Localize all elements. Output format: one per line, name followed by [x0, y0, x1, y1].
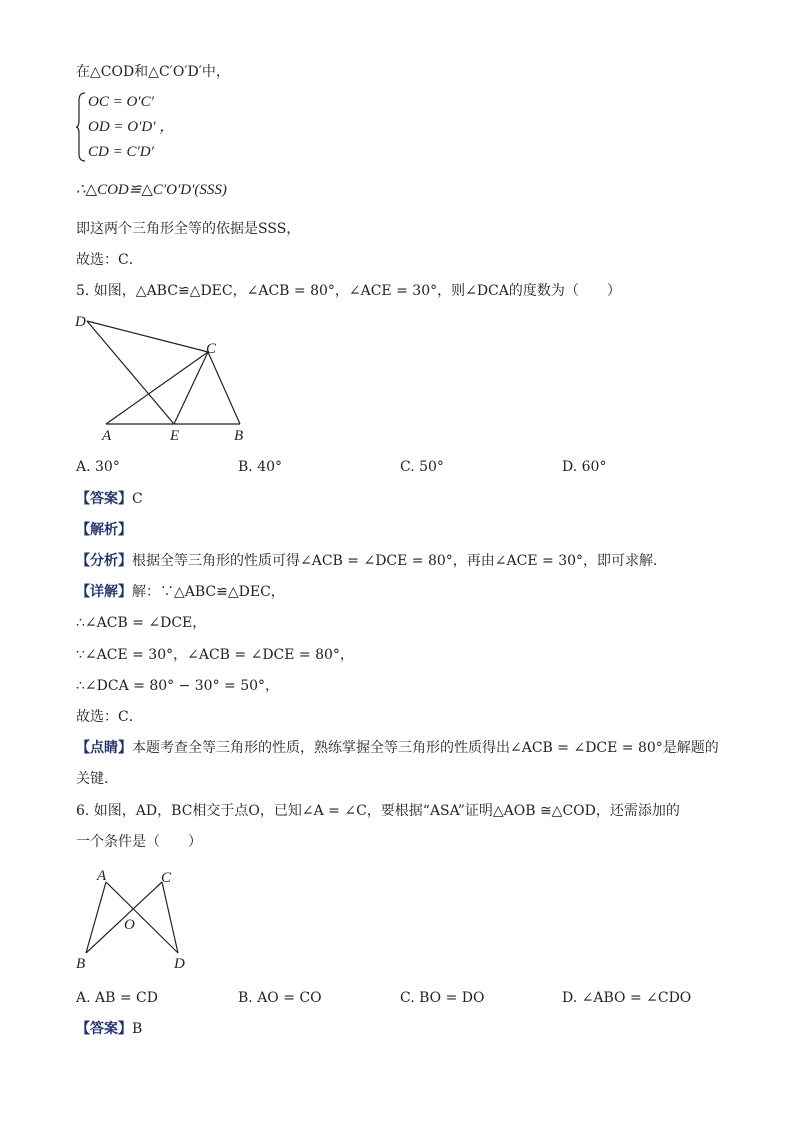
answer-tag: 【答案】: [76, 491, 132, 507]
q5-dianjing: 【点睛】本题考查全等三角形的性质，熟练掌握全等三角形的性质得出∠ACB = ∠DCE = 80°是解题的: [76, 740, 719, 756]
equation-2: OD = O′D′ ，: [88, 119, 175, 135]
q6-option-c: C. BO = DO: [400, 990, 485, 1006]
q5-analysis-tag: 【解析】: [76, 522, 132, 538]
segment-EC: [174, 352, 208, 424]
q6-option-d: D. ∠ABO = ∠CDO: [562, 990, 692, 1006]
q6-option-a: A. AB = CD: [76, 990, 158, 1006]
answer-value: B: [132, 1021, 143, 1037]
proof-basis: 即这两个三角形全等的依据是SSS，: [76, 221, 301, 237]
q5-option-b: B. 40°: [238, 459, 283, 475]
label-B: B: [76, 956, 86, 972]
q6-figure: [70, 862, 200, 974]
segment-AC: [106, 352, 208, 424]
q5-answer: [76, 489, 143, 509]
segment-DC: [87, 321, 208, 352]
q6-option-b: B. AO = CO: [238, 990, 322, 1006]
answer-tag: 【答案】: [76, 1021, 132, 1037]
label-D: D: [174, 956, 185, 972]
proof-conclusion: ∴△COD≌△C′O′D′(SSS): [76, 182, 227, 198]
segment-AD: [106, 882, 178, 953]
equation-system: [76, 92, 216, 164]
q5-stem: 5. 如图，△ABC≌△DEC，∠ACB = 80°，∠ACE = 30°，则∠DCA的度数为（ ）: [76, 283, 621, 299]
equation-3: CD = C′D′: [88, 144, 154, 160]
q5-select: 故选：C．: [76, 709, 143, 725]
q5-step-1: ∴∠ACB = ∠DCE，: [76, 615, 207, 631]
q5-fenxi: 【分析】根据全等三角形的性质可得∠ACB = ∠DCE = 80°，再由∠ACE = 30°，即可求解．: [76, 553, 668, 569]
proof-answer: 故选：C．: [76, 252, 143, 268]
q6-stem-1: 6. 如图，AD，BC相交于点O，已知∠A = ∠C，要根据“ASA”证明△AOB ≅△COD，还需添加的: [76, 803, 680, 819]
q5-option-c: C. 50°: [400, 459, 444, 475]
label-C: C: [161, 870, 172, 886]
label-C: C: [206, 341, 217, 357]
equation-1: OC = O′C′: [88, 94, 154, 110]
segment-CB: [208, 352, 240, 424]
left-brace: [76, 92, 86, 162]
q5-step-2: ∵∠ACE = 30°，∠ACB = ∠DCE = 80°，: [76, 647, 354, 663]
q5-dianjing-cont: 关键．: [76, 771, 118, 787]
q6-answer: [76, 1019, 142, 1039]
q5-option-a: A. 30°: [76, 459, 120, 475]
label-E: E: [170, 428, 180, 444]
segment-DE: [87, 321, 174, 424]
answer-value: C: [132, 491, 143, 507]
label-A: A: [102, 428, 112, 444]
q5-xiangjie: 【详解】解：∵△ABC≌△DEC，: [76, 584, 285, 600]
proof-intro: 在△COD和△C′O′D′中，: [76, 64, 230, 80]
label-A: A: [97, 868, 107, 884]
q5-figure: [70, 308, 260, 448]
q5-option-d: D. 60°: [562, 459, 607, 475]
segment-AB: [86, 882, 106, 953]
q5-step-3: ∴∠DCA = 80° − 30° = 50°，: [76, 678, 280, 694]
segment-CD: [162, 882, 178, 953]
label-B: B: [234, 428, 244, 444]
q6-stem-2: 一个条件是（ ）: [76, 834, 202, 850]
label-O: O: [124, 917, 135, 933]
label-D: D: [75, 314, 86, 330]
